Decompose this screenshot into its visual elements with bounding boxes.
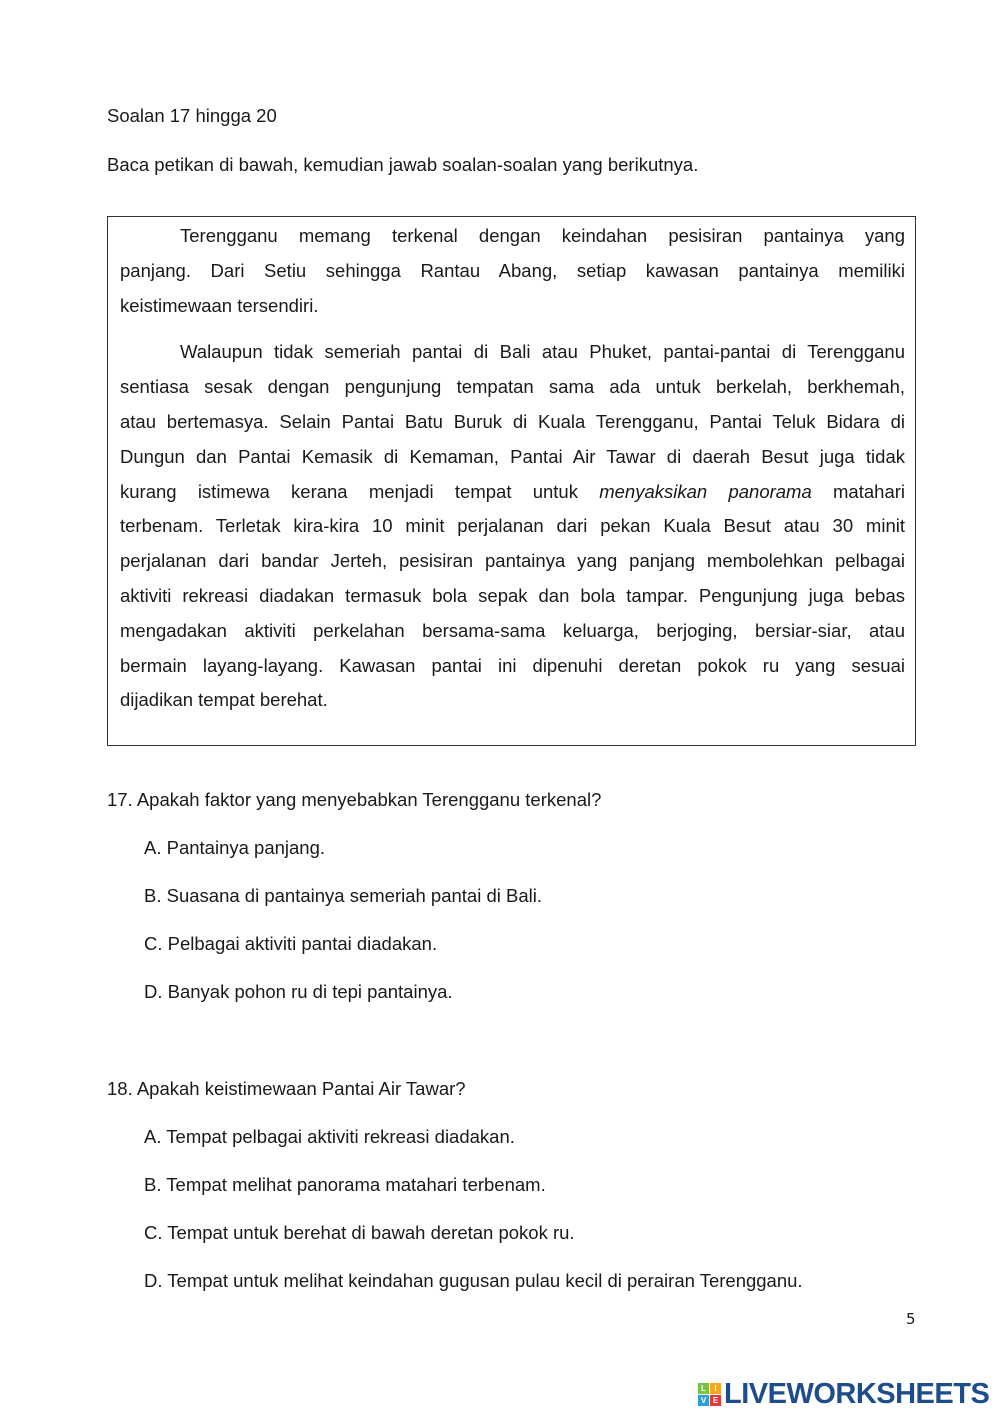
reading-passage-box xyxy=(107,216,916,746)
passage-line xyxy=(120,620,905,642)
answer-option[interactable]: B. Suasana di pantainya semeriah pantai di Bali. xyxy=(144,885,543,906)
passage-line xyxy=(120,411,905,433)
answer-option[interactable]: B. Tempat melihat panorama matahari terbenam. xyxy=(144,1174,546,1195)
answer-option[interactable]: A. Tempat pelbagai aktiviti rekreasi diadakan. xyxy=(144,1126,515,1147)
text-segment: bermain layang-layang. Kawasan pantai ini dipenuhi deretan pokok ru yang sesuai xyxy=(120,654,905,676)
logo-icon xyxy=(698,1383,721,1406)
logo-square: E xyxy=(710,1395,721,1406)
passage-line xyxy=(120,515,905,537)
page-number: 5 xyxy=(906,1310,916,1328)
passage-line xyxy=(120,446,905,468)
passage-line xyxy=(120,585,905,607)
question-text: 17. Apakah faktor yang menyebabkan Terengganu terkenal? xyxy=(107,789,602,810)
passage-line xyxy=(120,481,905,503)
passage-line xyxy=(120,341,905,363)
text-segment: dijadikan tempat berehat. xyxy=(120,689,328,711)
section-heading: Soalan 17 hingga 20 xyxy=(107,105,277,126)
text-segment: keistimewaan tersendiri. xyxy=(120,294,319,316)
text-segment: Walaupun tidak semeriah pantai di Bali atau Phuket, pantai-pantai di Terengganu xyxy=(180,341,905,363)
passage-line xyxy=(120,550,905,572)
passage-line xyxy=(120,295,905,317)
text-segment: sentiasa sesak dengan pengunjung tempatan sama ada untuk berkelah, berkhemah, xyxy=(120,376,905,398)
passage-line xyxy=(120,225,905,247)
question-text: 18. Apakah keistimewaan Pantai Air Tawar? xyxy=(107,1078,466,1099)
answer-option[interactable]: A. Pantainya panjang. xyxy=(144,837,326,858)
text-segment: Terengganu memang terkenal dengan keindahan pesisiran pantainya yang xyxy=(180,225,905,246)
passage-line xyxy=(120,689,905,711)
liveworksheets-logo xyxy=(698,1378,989,1411)
italic-phrase: menyaksikan panorama xyxy=(599,480,812,502)
logo-square: I xyxy=(710,1383,721,1394)
logo-text: LIVEWORKSHEETS xyxy=(724,1378,990,1410)
answer-option[interactable]: D. Tempat untuk melihat keindahan gugusan pulau kecil di perairan Terengganu. xyxy=(144,1270,803,1291)
text-segment: panjang. Dari Setiu sehingga Rantau Abang, setiap kawasan pantainya memiliki xyxy=(120,259,905,281)
text-segment: aktiviti rekreasi diadakan termasuk bola sepak dan bola tampar. Pengunjung juga bebas xyxy=(120,585,905,606)
answer-option[interactable]: C. Tempat untuk berehat di bawah deretan pokok ru. xyxy=(144,1222,575,1243)
answer-option[interactable]: D. Banyak pohon ru di tepi pantainya. xyxy=(144,981,453,1002)
text-segment: matahari xyxy=(811,480,905,502)
instruction-text: Baca petikan di bawah, kemudian jawab soalan-soalan yang berikutnya. xyxy=(107,154,699,175)
logo-square: V xyxy=(698,1395,709,1406)
answer-option[interactable]: C. Pelbagai aktiviti pantai diadakan. xyxy=(144,933,438,954)
passage-line xyxy=(120,655,905,677)
text-segment: terbenam. Terletak kira-kira 10 minit perjalanan dari pekan Kuala Besut atau 30 minit xyxy=(120,515,905,537)
passage-line xyxy=(120,376,905,398)
text-segment: atau bertemasya. Selain Pantai Batu Buruk di Kuala Terengganu, Pantai Teluk Bidara di xyxy=(120,411,905,432)
text-segment: Dungun dan Pantai Kemasik di Kemaman, Pantai Air Tawar di daerah Besut juga tidak xyxy=(120,445,905,467)
text-segment: perjalanan dari bandar Jerteh, pesisiran pantainya yang panjang membolehkan pelbagai xyxy=(120,550,905,572)
text-segment: mengadakan aktiviti perkelahan bersama-sama keluarga, berjoging, bersiar-siar, atau xyxy=(120,619,905,641)
logo-square: L xyxy=(698,1383,709,1394)
text-segment: kurang istimewa kerana menjadi tempat untuk xyxy=(120,480,600,502)
passage-line xyxy=(120,260,905,282)
